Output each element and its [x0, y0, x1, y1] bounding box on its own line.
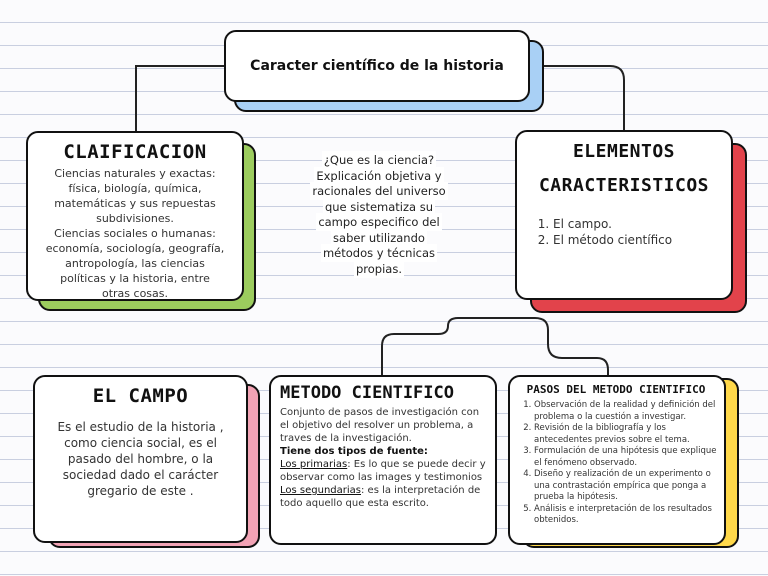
clasificacion-line: economía, sociología, geografía,	[45, 242, 225, 255]
campo-line: como ciencia social, es el	[64, 436, 217, 450]
clasificacion-line: Ciencias naturales y exactas:	[54, 167, 216, 180]
pasos-item: 2. Revisión de la bibliografía y los antecedentes previos sobre el tema.	[534, 423, 718, 446]
clasificacion-heading: CLAIFICACION	[63, 141, 207, 163]
metodo-card	[269, 375, 497, 545]
connector-branch	[382, 318, 608, 378]
metodo-segundarias-label: Los segundarias	[280, 485, 361, 496]
metodo-primarias-label: Los primarias	[280, 459, 348, 470]
campo-line: sociedad dado el carácter	[62, 468, 219, 482]
clasificacion-line: antropología, las ciencias	[65, 257, 205, 270]
elementos-heading-line1: ELEMENTOS	[572, 141, 676, 162]
metodo-intro: Conjunto de pasos de investigación con el objetivo del resolver un problema, a traves de la investigación.	[280, 407, 480, 444]
elementos-item: 2. El método científico	[553, 232, 731, 248]
ciencia-line: propias.	[356, 261, 402, 276]
clasificacion-line: matemáticas y sus repuestas	[54, 197, 216, 210]
metodo-heading: METODO CIENTIFICO	[280, 383, 454, 403]
clasificacion-card	[26, 131, 244, 301]
pasos-item: 4. Diseño y realización de un experimento o una contrastación empírica que ponga a prueba la hipótesis.	[534, 469, 718, 504]
connector-title-left	[136, 66, 226, 132]
elementos-list	[517, 216, 731, 248]
metodo-segundarias-text: : es la interpretación de todo aquello que esta escrito.	[280, 485, 481, 509]
elementos-card	[515, 130, 733, 300]
clasificacion-line: física, biología, química,	[68, 182, 202, 195]
campo-line: pasado del hombre, o la	[67, 452, 214, 466]
ciencia-line: campo especifico del	[318, 215, 440, 229]
pasos-item: 3. Formulación de una hipótesis que explique el fenómeno observado.	[534, 446, 718, 469]
pasos-item: 5. Análisis e interpretación de los resultados obtenidos.	[534, 504, 718, 527]
ciencia-line: métodos y técnicas	[322, 246, 436, 260]
campo-line: Es el estudio de la historia ,	[57, 420, 224, 434]
campo-body	[35, 419, 246, 499]
elementos-heading-line2: CARACTERISTICOS	[538, 175, 710, 196]
ciencia-line: ¿Que es la ciencia?	[323, 153, 435, 167]
title-text: Caracter científico de la historia	[250, 58, 504, 74]
ciencia-text	[296, 153, 462, 277]
campo-card	[33, 375, 248, 543]
elementos-item: 1. El campo.	[553, 216, 731, 232]
ciencia-line: racionales del universo	[312, 184, 446, 198]
title-card	[224, 30, 530, 102]
metodo-fuentes-label: Tiene dos tipos de fuente:	[280, 446, 428, 457]
campo-line: gregario de este .	[87, 484, 194, 498]
clasificacion-line: políticas y la historia, entre	[60, 272, 210, 285]
ciencia-line: Explicación objetiva y	[316, 168, 442, 183]
pasos-item: 1. Observación de la realidad y definición del problema o la cuestión a investigar.	[534, 400, 718, 423]
pasos-list	[514, 400, 718, 527]
pasos-heading: PASOS DEL METODO CIENTIFICO	[526, 383, 706, 396]
pasos-card	[508, 375, 726, 545]
ciencia-line: saber utilizando	[333, 230, 425, 245]
clasificacion-line: otras cosas.	[101, 287, 168, 300]
metodo-primarias	[280, 458, 488, 484]
metodo-primarias-text: : Es lo que se puede decir y observar como las images y testimonios	[280, 459, 486, 483]
campo-heading: EL CAMPO	[92, 385, 189, 407]
ciencia-line: que sistematiza su	[324, 199, 434, 214]
clasificacion-line: Ciencias sociales o humanas:	[54, 227, 216, 240]
clasificacion-line: subdivisiones.	[96, 212, 174, 225]
metodo-body	[280, 406, 488, 510]
clasificacion-body	[28, 166, 242, 301]
metodo-segundarias	[280, 484, 488, 510]
